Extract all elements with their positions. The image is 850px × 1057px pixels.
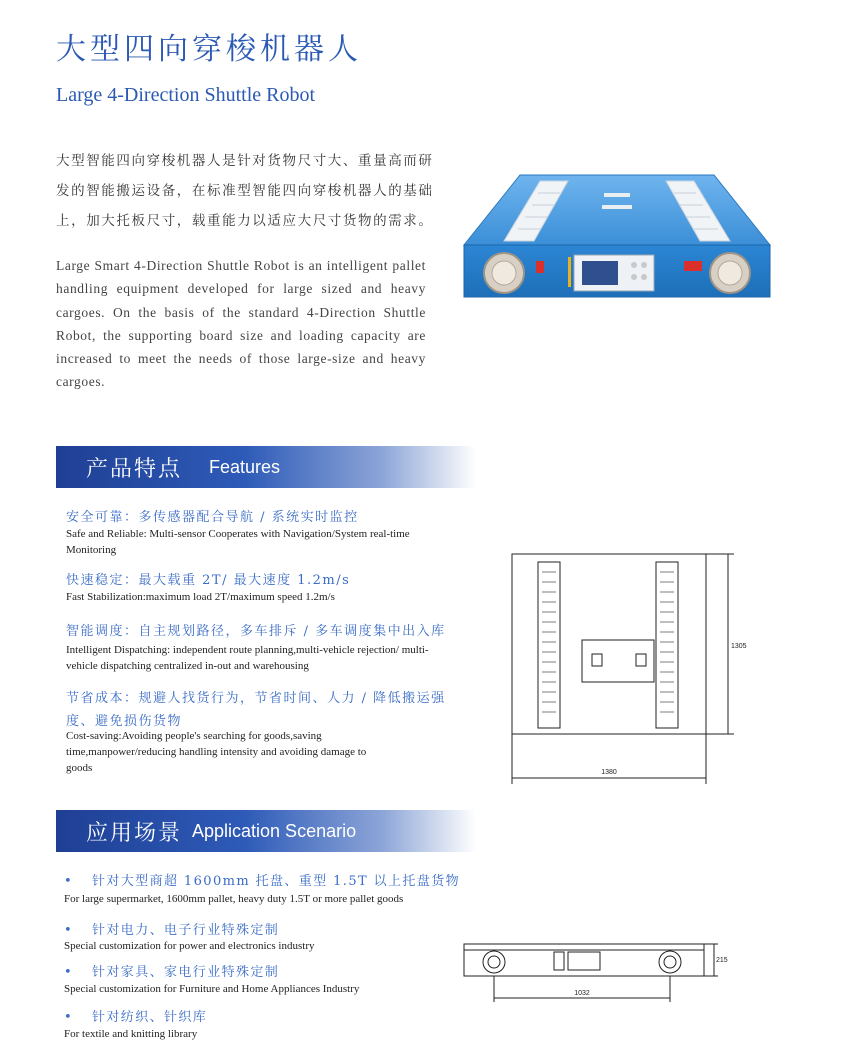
feature-item-title: 安全可靠：多传感器配合导航 / 系统实时监控 bbox=[66, 510, 359, 525]
application-item bbox=[64, 919, 279, 938]
intro-text-en: Large Smart 4-Direction Shuttle Robot is an intelligent pallet handling equipment developed for large sized and heavy cargoes. On the basis of the standard 4-Direction Shuttle Robot, the supporting board size and loading capacity are increased to meet the needs of those large-size and heavy cargoes. bbox=[56, 258, 426, 390]
application-item-cn: 针对家具、家电行业特殊定制 bbox=[92, 965, 280, 980]
bullet-icon: • bbox=[64, 874, 74, 889]
side-length-label: 1032 bbox=[574, 990, 590, 997]
robot-photo bbox=[452, 165, 782, 315]
feature-item-text: Cost-saving:Avoiding people's searching for goods,saving time,manpower/reducing handling intensity and avoiding damage to goods bbox=[66, 730, 367, 774]
feature-item-text: Safe and Reliable: Multi-sensor Cooperates with Navigation/System real-time Monitoring bbox=[66, 528, 410, 556]
features-title-en: Features bbox=[209, 457, 281, 477]
top-height-label: 1305 bbox=[731, 643, 747, 650]
side-view-drawing bbox=[456, 930, 732, 1010]
application-item-cn: 针对大型商超 1600mm 托盘、重型 1.5T 以上托盘货物 bbox=[92, 874, 461, 889]
application-item bbox=[64, 961, 279, 980]
application-item-en: Special customization for Furniture and Home Appliances Industry bbox=[64, 983, 360, 995]
application-item-cn: 针对电力、电子行业特殊定制 bbox=[92, 923, 280, 938]
feature-item-title: 智能调度：自主规划路径，多车排斥 / 多车调度集中出入库 bbox=[66, 624, 446, 639]
bullet-icon: • bbox=[64, 923, 74, 938]
application-item-cn: 针对纺织、针织库 bbox=[92, 1010, 208, 1025]
top-width-label: 1380 bbox=[601, 769, 617, 776]
application-item bbox=[64, 870, 460, 889]
features-banner bbox=[56, 446, 476, 488]
application-title-cn: 应用场景 bbox=[86, 821, 183, 846]
application-item bbox=[64, 1006, 207, 1025]
feature-item-text: Fast Stabilization:maximum load 2T/maximum speed 1.2m/s bbox=[66, 591, 335, 603]
side-height-label: 215 bbox=[716, 957, 728, 964]
top-view-drawing bbox=[498, 548, 760, 790]
feature-item-title: 节省成本：规避人找货行为，节省时间、人力 / 降低搬运强度、避免损伤货物 bbox=[66, 691, 446, 729]
page-title-en: Large 4-Direction Shuttle Robot bbox=[56, 84, 316, 106]
application-item-en: For textile and knitting library bbox=[64, 1028, 198, 1040]
intro-text-cn: 大型智能四向穿梭机器人是针对货物尺寸大、重量高而研发的智能搬运设备，在标准型智能四向穿梭机器人的基础上，加大托板尺寸，载重能力以适应大尺寸货物的需求。 bbox=[56, 153, 434, 229]
features-title-cn: 产品特点 bbox=[86, 457, 183, 482]
application-item-en: Special customization for power and electronics industry bbox=[64, 940, 315, 952]
application-title-en: Application Scenario bbox=[192, 821, 357, 841]
bullet-icon: • bbox=[64, 965, 74, 980]
application-item-en: For large supermarket, 1600mm pallet, heavy duty 1.5T or more pallet goods bbox=[64, 893, 404, 905]
feature-item-title: 快速稳定：最大载重 2T/ 最大速度 1.2m/s bbox=[66, 573, 351, 588]
bullet-icon: • bbox=[64, 1010, 74, 1025]
feature-item-text: Intelligent Dispatching: independent route planning,multi-vehicle rejection/ multi-vehicle dispatching centralized in-out and warehousing bbox=[66, 644, 429, 672]
page-title-cn: 大型四向穿梭机器人 bbox=[56, 32, 362, 67]
application-banner bbox=[56, 810, 476, 852]
